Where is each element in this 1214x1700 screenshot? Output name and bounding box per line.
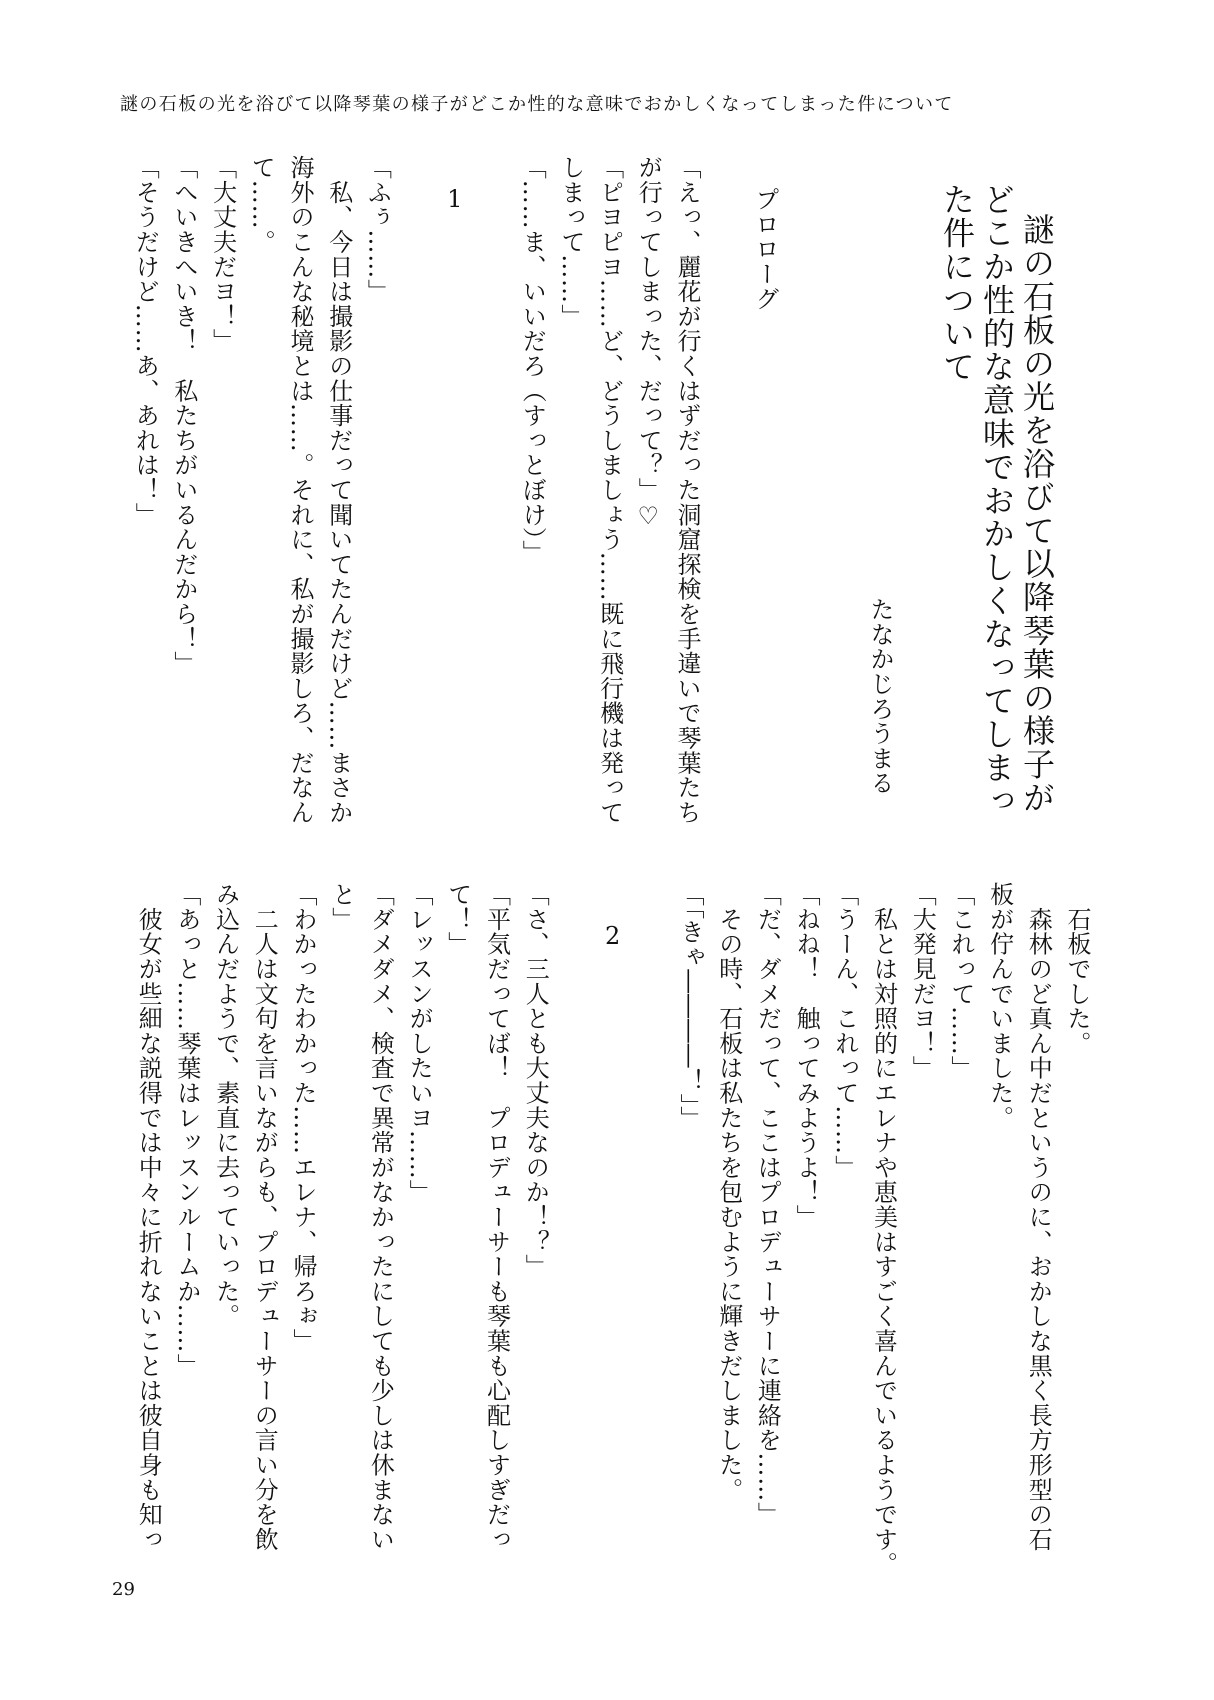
text-line: 森林のど真ん中だというのに、おかしな黒く長方形型の石 — [1024, 882, 1053, 1552]
text-line: 「大発見だヨ！」 — [908, 882, 937, 1081]
text-line: 「大丈夫だヨ！」 — [208, 155, 237, 354]
text-line: 「平気だってば！ プロデューサーも琴葉も心配しすぎだっ — [482, 882, 511, 1552]
text-line: て！」 — [443, 882, 472, 957]
author-name: たなかじろうまる — [866, 597, 894, 796]
text-line: 「うーん、これって……」 — [830, 882, 859, 1180]
text-line: と」 — [327, 882, 356, 932]
text-line: 「わかったわかった……エレナ、帰ろぉ」 — [289, 882, 317, 1354]
running-header: 謎の石板の光を浴びて以降琴葉の様子がどこか性的な意味でおかしくなってしまった件について — [120, 94, 954, 115]
text-line: しまって……」 — [556, 155, 585, 329]
text-line: 「ピヨピヨ……ど、どうしましょう……既に飛行機は発って — [595, 155, 624, 825]
text-line: 「レッスンがしたいヨ……」 — [405, 882, 434, 1205]
section-heading-prologue: プロローグ — [751, 187, 779, 311]
text-line: 海外のこんな秘境とは……。それに、私が撮影しろ、だなん — [286, 155, 314, 825]
text-line: 私、今日は撮影の仕事だって聞いてたんだけど……まさか — [324, 155, 353, 825]
text-line: その時、石板は私たちを包むように輝きだしました。 — [714, 882, 743, 1502]
text-line: 「あっと……琴葉はレッスンルームか……」 — [172, 882, 201, 1378]
text-line: て……。 — [247, 155, 276, 255]
text-line: 「そうだけど……あ、あれは！」 — [131, 155, 160, 527]
title-line: 謎の石板の光を浴びて以降琴葉の様子が — [1018, 213, 1056, 815]
section-heading-1: 1 — [440, 185, 469, 214]
text-line: 「へいきへいき！ 私たちがいるんだから！」 — [169, 155, 198, 676]
text-line: 私とは対照的にエレナや恵美はすごく喜んでいるようです。 — [869, 882, 898, 1577]
text-line: 「ダメダメ、検査で異常がなかったにしても少しは休まない — [366, 882, 395, 1552]
text-line: 石板でした。 — [1063, 882, 1091, 1056]
text-line: 「さ、三人とも大丈夫なのか！？」 — [521, 882, 550, 1279]
text-line: 「だ、ダメだって、ここはプロデューサーに連絡を……」 — [753, 882, 782, 1527]
title-line: た件について — [938, 183, 976, 384]
text-line: 二人は文句を言いながらも、プロデューサーの言い分を飲 — [250, 882, 279, 1552]
page-number: 29 — [112, 1579, 135, 1600]
text-line: 「……ま、いいだろ（すっとぼけ）」 — [518, 155, 547, 565]
title-line: どこか性的な意味でおかしくなってしまっ — [978, 183, 1016, 818]
text-line: が行ってしまった、だって？」♡ — [634, 155, 663, 531]
text-line: 「「きゃ――――！」」 — [676, 882, 704, 1131]
text-line: 彼女が些細な説得では中々に折れないことは彼自身も知っ — [134, 882, 163, 1552]
text-line: 「これって……」 — [946, 882, 975, 1081]
text-line: 「えっ、麗花が行くはずだった洞窟探検を手違いで琴葉たち — [673, 155, 701, 825]
text-line: 「ふぅ……」 — [363, 155, 392, 304]
text-line: み込んだようで、素直に去っていった。 — [211, 882, 240, 1329]
text-line: 「ねね！ 触ってみようよ！」 — [792, 882, 821, 1230]
text-line: 板が佇んでいました。 — [985, 882, 1014, 1130]
section-heading-2: 2 — [598, 922, 627, 951]
